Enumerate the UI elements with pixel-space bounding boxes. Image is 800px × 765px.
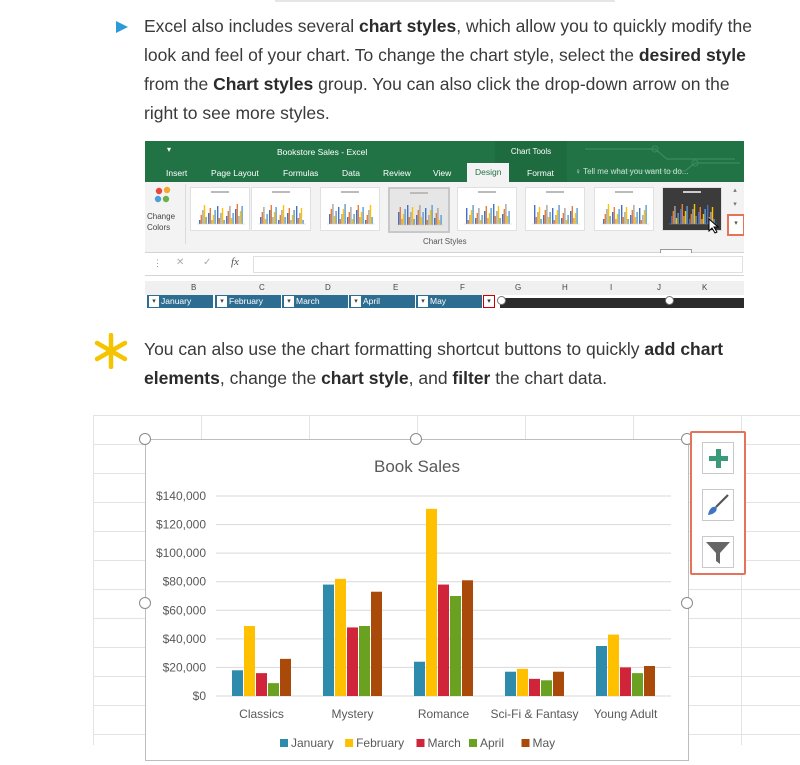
bar[interactable] <box>438 585 449 696</box>
plus-icon <box>703 443 733 473</box>
chart-elements-button[interactable] <box>702 442 734 474</box>
y-tick-label: $120,000 <box>155 517 206 532</box>
col-header[interactable]: D <box>325 283 331 292</box>
chart-styles-button[interactable] <box>702 489 734 521</box>
chart-style-thumbnail[interactable] <box>457 187 517 231</box>
bar[interactable] <box>371 592 382 696</box>
legend-label: February <box>356 736 405 750</box>
col-header[interactable]: C <box>259 283 265 292</box>
bar[interactable] <box>280 659 291 696</box>
cancel-icon[interactable]: ✕ <box>176 257 185 268</box>
tab-insert[interactable]: Insert <box>166 168 188 178</box>
bar[interactable] <box>608 635 619 696</box>
resize-handle[interactable] <box>139 597 151 609</box>
triangle-bullet-icon <box>115 20 129 34</box>
chart-style-thumbnail[interactable] <box>251 187 311 231</box>
legend-swatch <box>522 739 530 747</box>
month-cell-february[interactable]: ▾ February <box>215 295 281 308</box>
insert-function-button[interactable]: fx <box>231 256 239 268</box>
tell-me-box[interactable]: ♀ Tell me what you want to do... <box>575 167 689 176</box>
tab-design[interactable]: Design <box>467 163 509 182</box>
bar[interactable] <box>347 627 358 696</box>
gallery-scroll-up[interactable]: ▴ <box>733 187 737 194</box>
resize-handle[interactable] <box>681 597 693 609</box>
bar[interactable] <box>505 672 516 696</box>
col-header[interactable]: J <box>657 283 661 292</box>
chart-style-thumbnail[interactable] <box>388 187 450 233</box>
month-cell-april[interactable]: ▾ April <box>349 295 415 308</box>
chart-style-thumbnail[interactable] <box>594 187 654 231</box>
bar[interactable] <box>596 646 607 696</box>
bar[interactable] <box>256 673 267 696</box>
lightbulb-icon: ♀ <box>575 167 581 176</box>
bar[interactable] <box>553 672 564 696</box>
bar[interactable] <box>268 683 279 696</box>
chart-filters-button[interactable] <box>702 536 734 568</box>
filter-dropdown-icon[interactable]: ▾ <box>351 296 361 307</box>
col-header[interactable]: H <box>562 283 568 292</box>
bar[interactable] <box>426 509 437 696</box>
bar[interactable] <box>450 596 461 696</box>
bar[interactable] <box>644 666 655 696</box>
y-tick-label: $80,000 <box>162 574 206 589</box>
column-headers <box>145 281 744 296</box>
col-header[interactable]: F <box>460 283 465 292</box>
group-separator <box>185 184 186 244</box>
change-colors-button[interactable]: Change Colors <box>147 212 176 232</box>
tab-page-layout[interactable]: Page Layout <box>211 168 259 178</box>
tab-data[interactable]: Data <box>342 168 360 178</box>
chart-title[interactable]: Book Sales <box>374 457 460 476</box>
section-divider <box>275 0 615 2</box>
excel-ribbon-screenshot <box>145 141 744 309</box>
resize-handle[interactable] <box>139 433 151 445</box>
chart-shortcut-buttons <box>690 431 746 575</box>
formula-input[interactable] <box>253 256 743 273</box>
tab-formulas[interactable]: Formulas <box>283 168 319 178</box>
month-cell-march[interactable]: ▾ March <box>282 295 348 308</box>
resize-handle[interactable] <box>665 296 674 305</box>
legend-label: January <box>291 736 334 750</box>
legend-swatch <box>417 739 425 747</box>
bar[interactable] <box>517 669 528 696</box>
chart-style-thumbnail[interactable] <box>320 187 380 231</box>
y-tick-label: $40,000 <box>162 631 206 646</box>
y-tick-label: $100,000 <box>155 546 206 561</box>
palette-icon <box>153 185 175 207</box>
legend-swatch <box>345 739 353 747</box>
chart-styles-paragraph: Excel also includes several chart styles, which allow you to quickly modify the look and feel of your chart. To change the chart style, select the desired style from the Chart styles group. You can also click the drop-down arrow on the right to see more styles. <box>144 16 752 123</box>
legend-label: May <box>532 736 556 750</box>
chart-style-thumbnail[interactable] <box>190 187 250 231</box>
bar[interactable] <box>529 679 540 696</box>
chart-canvas <box>146 440 688 760</box>
ribbon-chart-styles <box>145 182 744 253</box>
col-header[interactable]: I <box>610 283 613 292</box>
month-cell-january[interactable]: ▾ January <box>147 295 213 308</box>
y-tick-label: $0 <box>192 689 206 703</box>
x-tick-label: Sci-Fi & Fantasy <box>490 707 579 721</box>
col-header[interactable]: K <box>702 283 708 292</box>
filter-dropdown-icon[interactable]: ▾ <box>149 296 159 307</box>
resize-handle[interactable] <box>497 296 506 305</box>
col-header[interactable]: B <box>191 283 197 292</box>
chart-styles-group-label: Chart Styles <box>423 237 467 246</box>
bar[interactable] <box>541 680 552 696</box>
month-cell-may[interactable]: ▾ May <box>416 295 482 308</box>
x-tick-label: Romance <box>417 707 470 721</box>
enter-icon[interactable]: ✓ <box>203 257 212 268</box>
bar[interactable] <box>244 626 255 696</box>
funnel-icon <box>703 537 733 567</box>
mouse-cursor-icon <box>708 218 720 234</box>
x-tick-label: Mystery <box>331 707 374 721</box>
x-tick-label: Young Adult <box>593 707 658 721</box>
legend-swatch <box>280 739 288 747</box>
chart-tools-label: Chart Tools <box>510 147 552 156</box>
gallery-more-dropdown[interactable]: ▾ <box>727 214 744 236</box>
y-tick-label: $20,000 <box>162 660 206 675</box>
formula-bar-grip: ⋮ <box>153 258 162 268</box>
legend-label: April <box>480 736 505 750</box>
x-tick-label: Classics <box>239 707 284 721</box>
tab-format[interactable]: Format <box>527 168 554 178</box>
bar[interactable] <box>462 580 473 696</box>
chart-style-thumbnail[interactable] <box>525 187 585 231</box>
tab-review[interactable]: Review <box>383 168 411 178</box>
bar[interactable] <box>323 585 334 696</box>
resize-handle[interactable] <box>410 433 422 445</box>
filter-dropdown-icon[interactable]: ▾ <box>284 296 294 307</box>
y-tick-label: $140,000 <box>155 489 206 503</box>
y-tick-label: $60,000 <box>162 603 206 618</box>
tab-view[interactable]: View <box>433 168 452 178</box>
col-header[interactable]: G <box>515 283 522 292</box>
window-title: Bookstore Sales - Excel <box>277 147 368 157</box>
filter-dropdown-icon[interactable]: ▾ <box>483 295 495 308</box>
paintbrush-icon <box>703 490 733 520</box>
col-header[interactable]: E <box>393 283 399 292</box>
chart-edge <box>500 298 744 308</box>
filter-dropdown-icon[interactable]: ▾ <box>217 296 227 307</box>
formula-bar <box>145 253 744 276</box>
bar[interactable] <box>359 626 370 696</box>
bar[interactable] <box>620 667 631 696</box>
shortcut-buttons-paragraph: You can also use the chart formatting shortcut buttons to quickly add chart elements, change the chart style, and filter the chart data. <box>144 339 724 388</box>
legend-swatch <box>469 739 477 747</box>
gallery-scroll-down[interactable]: ▾ <box>733 201 737 208</box>
legend-label: March <box>427 736 461 750</box>
book-sales-chart[interactable] <box>145 439 689 761</box>
bar[interactable] <box>335 579 346 696</box>
filter-dropdown-icon[interactable]: ▾ <box>418 296 428 307</box>
bar[interactable] <box>414 662 425 696</box>
bar[interactable] <box>632 673 643 696</box>
quick-access-arrow[interactable]: ▾ <box>167 145 172 154</box>
tip-star-icon <box>93 333 129 369</box>
bar[interactable] <box>232 670 243 696</box>
